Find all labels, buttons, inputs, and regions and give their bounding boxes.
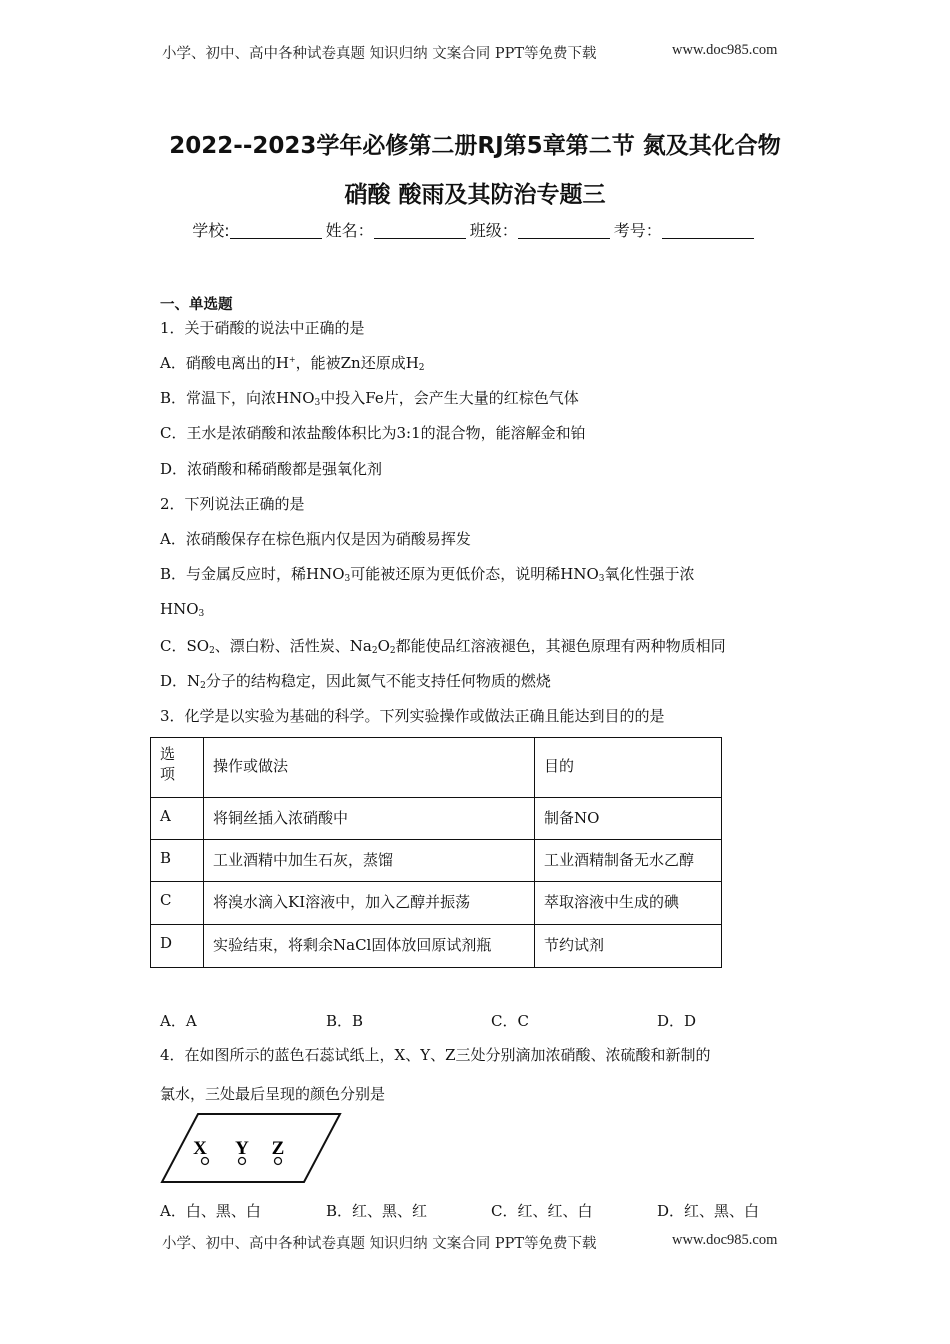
table-cell: B bbox=[151, 840, 204, 882]
table-row bbox=[151, 840, 722, 882]
q3-option-d: D．D bbox=[657, 1012, 697, 1030]
q1-option-c: C．王水是浓硝酸和浓盐酸体积比为3:1的混合物，能溶解金和铂 bbox=[160, 424, 586, 442]
q4-option-a: A．白、黑、白 bbox=[160, 1202, 261, 1220]
student-info-line bbox=[0, 218, 950, 241]
document-title-line2: 硝酸 酸雨及其防治专题三 bbox=[344, 182, 606, 208]
q1-option-b: B．常温下，向浓$HNO_3$中投入Fe片，会产生大量的红棕色气体 bbox=[160, 389, 579, 408]
school-label: 学校: bbox=[192, 221, 230, 240]
table-cell: 实验结束，将剩余NaCl固体放回原试剂瓶 bbox=[204, 925, 535, 968]
table-cell: D bbox=[151, 925, 204, 968]
q2-option-c: C．$SO_2$、漂白粉、活性炭、$Na_2O_2$都能使品红溶液褪色，其褪色原理有两种物质相同 bbox=[160, 637, 726, 656]
litmus-paper-figure bbox=[158, 1110, 344, 1186]
q3-table bbox=[150, 737, 722, 968]
q2-option-b: B．与金属反应时，稀$HNO_3$可能被还原为更低价态，说明稀$HNO_3$氧化性强于浓 bbox=[160, 565, 695, 584]
table-cell: 将溴水滴入KI溶液中，加入乙醇并振荡 bbox=[204, 882, 535, 925]
class-blank bbox=[518, 222, 610, 239]
exam-no-blank bbox=[662, 222, 754, 239]
label-x: X bbox=[193, 1138, 207, 1159]
table-cell: 将铜丝插入浓硝酸中 bbox=[204, 798, 535, 840]
table-cell: A bbox=[151, 798, 204, 840]
table-cell: 工业酒精制备无水乙醇 bbox=[535, 840, 722, 882]
exam-no-label: 考号： bbox=[613, 221, 662, 240]
label-z: Z bbox=[271, 1138, 285, 1159]
q1-option-d: D．浓硝酸和稀硝酸都是强氧化剂 bbox=[160, 460, 383, 478]
header-cell-operation: 操作或做法 bbox=[204, 738, 535, 798]
header-left-text: 小学、初中、高中各种试卷真题 知识归纳 文案合同 PPT等免费下载 bbox=[162, 46, 597, 62]
name-label: 姓名： bbox=[325, 221, 374, 240]
q1-option-a: A．硝酸电离出的H+，能被Zn还原成$H_2$ bbox=[160, 354, 425, 373]
table-cell: 制备NO bbox=[535, 798, 722, 840]
litmus-paper-outline bbox=[162, 1114, 340, 1182]
table-header-row bbox=[151, 738, 722, 798]
q3-option-b: B．B bbox=[326, 1012, 364, 1030]
footer-url: www.doc985.com bbox=[672, 1232, 778, 1248]
q4-stem-line2: 氯水，三处最后呈现的颜色分别是 bbox=[160, 1085, 386, 1103]
q4-option-d: D．红、黑、白 bbox=[657, 1202, 760, 1220]
table-row bbox=[151, 925, 722, 968]
school-blank bbox=[230, 222, 322, 239]
class-label: 班级： bbox=[469, 221, 518, 240]
q2-option-d: D．$N_2$分子的结构稳定，因此氮气不能支持任何物质的燃烧 bbox=[160, 672, 551, 691]
q3-stem: 3．化学是以实验为基础的科学。下列实验操作或做法正确且能达到目的的是 bbox=[160, 707, 665, 725]
label-y: Y bbox=[235, 1138, 249, 1159]
q2-option-b-cont: $HNO_3$ bbox=[160, 600, 205, 619]
name-blank bbox=[374, 222, 466, 239]
q4-stem-line1: 4．在如图所示的蓝色石蕊试纸上，X、Y、Z三处分别滴加浓硝酸、浓硫酸和新制的 bbox=[160, 1046, 711, 1064]
table-row bbox=[151, 798, 722, 840]
header-cell-option: 选项 bbox=[151, 738, 204, 798]
q1-stem: 1．关于硝酸的说法中正确的是 bbox=[160, 319, 365, 337]
q2-stem: 2．下列说法正确的是 bbox=[160, 495, 305, 513]
table-row bbox=[151, 882, 722, 925]
table-cell: 萃取溶液中生成的碘 bbox=[535, 882, 722, 925]
table-cell: 节约试剂 bbox=[535, 925, 722, 968]
document-title-line1: 2022--2023学年必修第二册RJ第5章第二节 氮及其化合物 bbox=[169, 133, 781, 159]
table-cell: 工业酒精中加生石灰，蒸馏 bbox=[204, 840, 535, 882]
header-cell-purpose: 目的 bbox=[535, 738, 722, 798]
q4-option-b: B．红、黑、红 bbox=[326, 1202, 428, 1220]
table-cell: C bbox=[151, 882, 204, 925]
q4-option-c: C．红、红、白 bbox=[491, 1202, 593, 1220]
q2-option-a: A．浓硝酸保存在棕色瓶内仅是因为硝酸易挥发 bbox=[160, 530, 471, 548]
footer-left-text: 小学、初中、高中各种试卷真题 知识归纳 文案合同 PPT等免费下载 bbox=[162, 1236, 597, 1252]
q3-option-a: A．A bbox=[160, 1012, 197, 1030]
q3-option-c: C．C bbox=[491, 1012, 529, 1030]
section-heading: 一、单选题 bbox=[160, 297, 233, 313]
header-url: www.doc985.com bbox=[672, 42, 778, 58]
